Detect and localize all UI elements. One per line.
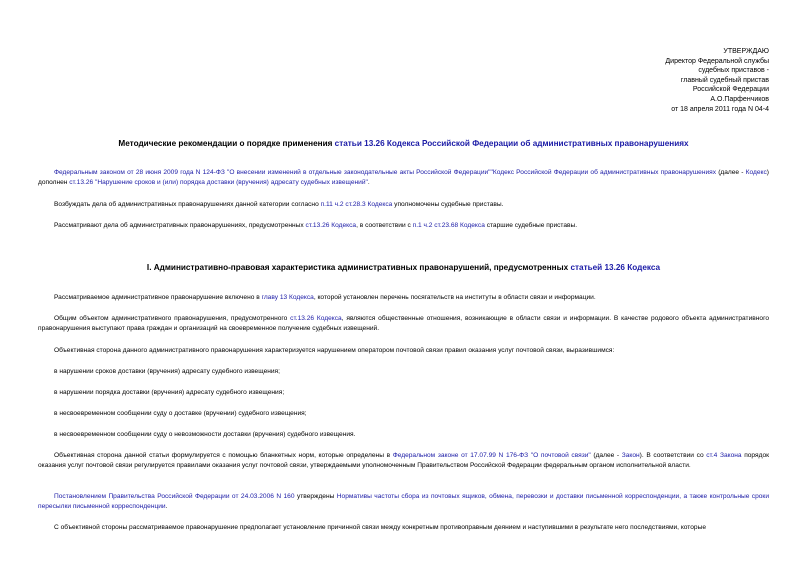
- paragraph-consideration: Рассматривают дела об административных правонарушениях, предусмотренных ст.13.26 Кодекса, в соответствии с п.1 ч.2 ст.23.68 Кодекса старшие судебные приставы.: [54, 222, 578, 229]
- list-item: в несвоевременном сообщении суду о доставке (вручении) судебного извещения;: [54, 410, 307, 417]
- article-28-3-link[interactable]: п.11 ч.2 ст.28.3 Кодекса: [320, 201, 393, 208]
- section-article-link[interactable]: статьей 13.26 Кодекса: [570, 263, 661, 272]
- list-item: в нарушении порядка доставки (вручения) адресату судебного извещения;: [54, 389, 285, 396]
- approval-block: [665, 47, 769, 114]
- zakon-link[interactable]: Закон: [621, 452, 640, 459]
- paragraph-government-decree: Постановлением Правительства Российской Федерации от 24.03.2006 N 160 утверждены Нормативы частоты сбора из почтовых ящиков, обмена, перевозки и доставки письменной корреспонденции, а также контрольные сроки пересылки письменной корреспонденции.: [38, 493, 769, 511]
- section-heading-text: I. Административно-правовая характеристика административных правонарушений, предусмотренных: [146, 263, 571, 272]
- approval-line: А.О.Парфенчиков: [710, 95, 769, 103]
- paragraph-blanket-norms: Объективная сторона данной статьи формулируется с помощью бланкетных норм, которые определены в Федеральном законе от 17.07.99 N 176-ФЗ "О почтовой связи" (далее - Закон). В соответствии со ст.4 Закона порядок оказания услуг почтовой связи регулируется правилами оказания услуг почтовой связи, утверждаемыми уполномоченным Правительством Российской Федерации федеральным органом исполнительной власти.: [38, 452, 769, 470]
- section-heading: [0, 263, 807, 272]
- paragraph-objective-side: Объективная сторона данного административного правонарушения характеризуется нарушением оператором почтовой связи правил оказания услуг почтовой связи, выразившимся:: [54, 347, 615, 354]
- list-item: в несвоевременном сообщении суду о невозможности доставки (вручения) судебного извещения.: [54, 431, 356, 438]
- norms-link[interactable]: Нормативы частоты сбора из почтовых ящиков, обмена, перевозки и доставки письменной корреспонденции, а также контрольные сроки пересылки письменной корреспонденции: [38, 493, 769, 511]
- document-title: [0, 139, 807, 148]
- paragraph-chapter: Рассматриваемое административное правонарушение включено в главу 13 Кодекса, которой установлен перечень посягательств на институты в области связи и информации.: [54, 294, 596, 301]
- article-13-26-link[interactable]: ст.13.26 Кодекса: [290, 315, 342, 322]
- postal-law-link[interactable]: Федеральном законе от 17.07.99 N 176-ФЗ "О почтовой связи": [392, 452, 591, 459]
- article-13-26-link[interactable]: ст.13.26 "Нарушение сроков и (или) порядка доставки (вручения) адресату судебных извещений": [69, 179, 368, 187]
- paragraph-initiation: Возбуждать дела об административных правонарушениях данной категории согласно п.11 ч.2 ст.28.3 Кодекса уполномочены судебные приставы.: [54, 201, 504, 208]
- approval-line: Российской Федерации: [692, 86, 769, 94]
- article-4-zakon-link[interactable]: ст.4 Закона: [706, 452, 742, 459]
- koap-link[interactable]: "Кодекс Российской Федерации об административных правонарушениях: [490, 169, 717, 176]
- approval-line: от 18 апреля 2011 года N 04-4: [671, 105, 769, 113]
- approval-line: УТВЕРЖДАЮ: [723, 48, 769, 55]
- approval-line: судебных приставов -: [698, 67, 769, 75]
- approval-line: главный судебный пристав: [680, 76, 769, 84]
- decree-160-link[interactable]: Постановлением Правительства Российской Федерации от 24.03.2006 N 160: [54, 493, 295, 500]
- article-13-26-link[interactable]: ст.13.26 Кодекса: [305, 222, 357, 229]
- title-text: Методические рекомендации о порядке применения: [118, 139, 335, 148]
- article-23-68-link[interactable]: п.1 ч.2 ст.23.68 Кодекса: [412, 222, 485, 229]
- kodeks-link[interactable]: Кодекс: [745, 169, 767, 176]
- paragraph-causation: С объективной стороны рассматриваемое правонарушение предполагает установление причинной связи между конкретным противоправным деянием и наступившими в результате него последствиями, которые: [54, 524, 706, 531]
- title-article-link[interactable]: статьи 13.26 Кодекса Российской Федерации об административных правонарушениях: [334, 139, 689, 148]
- paragraph-object: Общим объектом административного правонарушения, предусмотренного ст.13.26 Кодекса, являются общественные отношения, возникающие в области связи и информации. В качестве родового объекта административного правонарушения выступают права граждан и организаций на своевременное получение судебных извещений.: [38, 315, 769, 333]
- approval-line: Директор Федеральной службы: [665, 57, 769, 65]
- list-item: в нарушении сроков доставки (вручения) адресату судебного извещения;: [54, 368, 280, 375]
- paragraph-intro: Федеральным законом от 28 июня 2009 года N 124-ФЗ "О внесении изменений в отдельные законодательные акты Российской Федерации""Кодекс Российской Федерации об административных правонарушениях (далее - Кодекс) дополнен ст.13.26 "Нарушение сроков и (или) порядка доставки (вручения) адресату судебных извещений".: [38, 169, 769, 187]
- chapter-13-link[interactable]: главу 13 Кодекса: [261, 294, 314, 301]
- law-124-fz-link[interactable]: Федеральным законом от 28 июня 2009 года N 124-ФЗ "О внесении изменений в отдельные законодательные акты Российской Федерации": [54, 169, 491, 176]
